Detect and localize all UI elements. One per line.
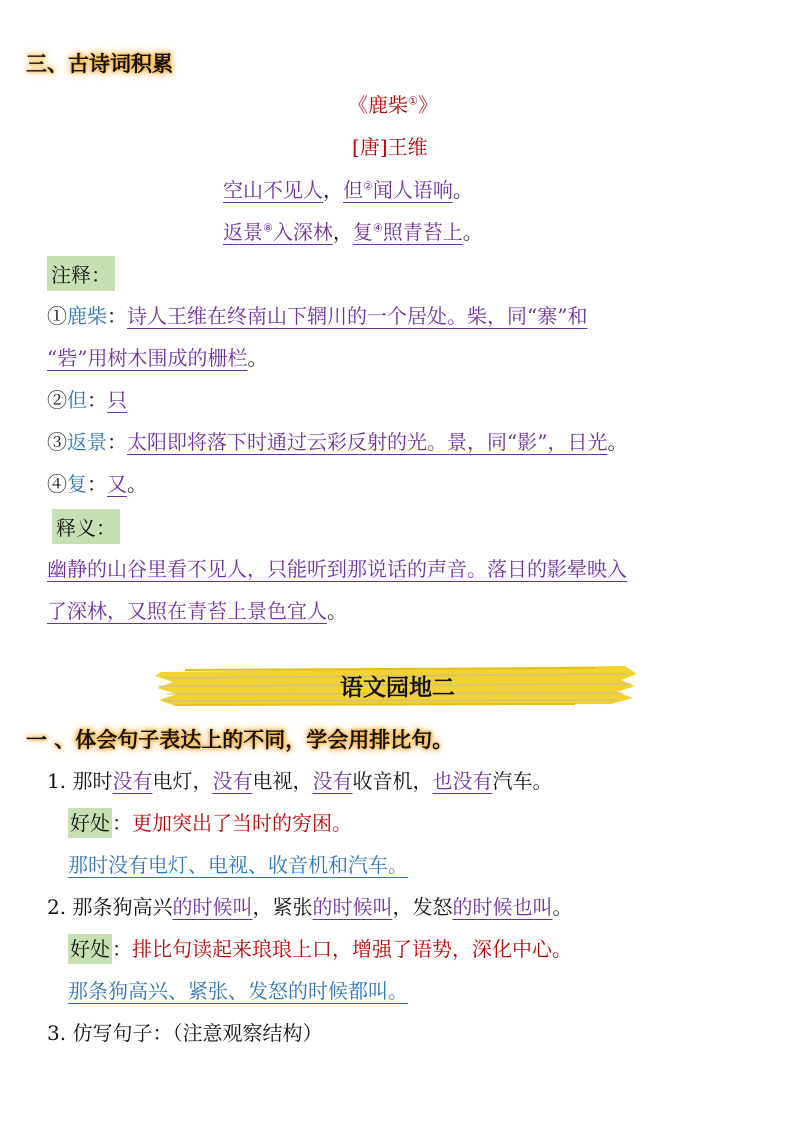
poem-line-2-note2: ④ bbox=[372, 221, 383, 235]
poem-line-1-a: 空山不见人 bbox=[223, 178, 323, 202]
poem-line-2-note1: ⑧ bbox=[263, 221, 273, 235]
poem-line-2-a bbox=[223, 220, 333, 244]
note-1-num: ① bbox=[47, 304, 67, 328]
section1-title: 一 、体会句子表达上的不同，学会用排比句。 bbox=[26, 728, 454, 752]
poem-line-2-c-text: 复 bbox=[352, 220, 373, 244]
item-1-part-0: 那时 bbox=[72, 769, 113, 793]
item-1-part-3: 没有 bbox=[212, 769, 253, 793]
poem-line-1-p2: 。 bbox=[452, 178, 473, 202]
item-1-part-5: 没有 bbox=[312, 769, 353, 793]
meaning-line-2-text: 了深林，又照在青苔上景色宜人 bbox=[47, 599, 327, 623]
item-2-part-3: 的时候叫 bbox=[312, 895, 393, 919]
note-1-colon: ： bbox=[107, 304, 127, 328]
item-2-benefit bbox=[68, 933, 572, 962]
item-1-part-6: 收音机， bbox=[352, 769, 433, 793]
note-1-text1: 诗人王维在终南山下辋川的一个居处。柴，同“寨”和 bbox=[127, 304, 588, 328]
item-3 bbox=[47, 1017, 322, 1046]
poem-line-2-a-text: 返景 bbox=[223, 220, 263, 244]
note-1-cont bbox=[47, 342, 267, 371]
meaning-label: 释义： bbox=[52, 509, 120, 544]
note-2-text: 只 bbox=[107, 388, 127, 412]
item-1-num: 1. bbox=[47, 769, 73, 793]
poem-line-2 bbox=[223, 216, 483, 245]
item-1-rewrite: 那时没有电灯、电视、收音机和汽车。 bbox=[68, 853, 408, 877]
poem-line-2-p2: 。 bbox=[462, 220, 483, 244]
item-1-part-7: 也没有 bbox=[432, 769, 493, 793]
item-2-sentence bbox=[47, 891, 572, 920]
item-3-num: 3. bbox=[47, 1021, 73, 1045]
banner bbox=[155, 660, 640, 710]
poem-author: [唐]王维 bbox=[352, 135, 428, 159]
note-2-num: ② bbox=[47, 388, 67, 412]
item-2-benefit-label: 好处 bbox=[68, 934, 112, 964]
item-1-benefit-text: 更加突出了当时的穷困。 bbox=[132, 811, 352, 835]
note-2 bbox=[47, 384, 127, 413]
poem-line-1-c: 闻人语响 bbox=[372, 178, 453, 202]
note-4-term: 复 bbox=[67, 472, 87, 496]
notes-label: 注释： bbox=[47, 256, 115, 291]
item-3-text: 仿写句子：（注意观察结构） bbox=[72, 1021, 323, 1045]
poem-line-2-d: 照青苔上 bbox=[382, 220, 463, 244]
note-4-num: ④ bbox=[47, 472, 67, 496]
poem-title-text: 《鹿柴 bbox=[348, 93, 408, 117]
item-2-num: 2. bbox=[47, 895, 73, 919]
note-2-term: 但 bbox=[67, 388, 87, 412]
item-1-part-2: 电灯， bbox=[152, 769, 213, 793]
item-1-sentence bbox=[47, 765, 552, 794]
poem-title-end: 》 bbox=[417, 93, 438, 117]
note-4-colon: ： bbox=[87, 472, 107, 496]
item-1-benefit-label: 好处 bbox=[68, 808, 112, 838]
item-1-benefit bbox=[68, 807, 352, 836]
banner-title: 语文园地二 bbox=[340, 675, 455, 701]
note-3-end: 。 bbox=[607, 430, 628, 454]
poem-title-note: ① bbox=[408, 94, 418, 108]
note-1-end: 。 bbox=[247, 346, 268, 370]
note-1-text2: “砦”用树木围成的栅栏 bbox=[47, 346, 248, 370]
item-1-part-4: 电视， bbox=[252, 769, 313, 793]
item-2-part-6: 。 bbox=[552, 895, 573, 919]
poem-line-2-c bbox=[353, 220, 463, 244]
poem-line-1-p1: ， bbox=[323, 178, 343, 202]
note-4-text: 又 bbox=[107, 472, 127, 496]
item-2-part-5: 的时候也叫 bbox=[452, 895, 553, 919]
meaning-line-2 bbox=[47, 595, 347, 624]
poem-line-2-b: 入深林 bbox=[272, 220, 333, 244]
item-2-part-0: 那条狗高兴 bbox=[72, 895, 173, 919]
item-1-benefit-colon: ： bbox=[112, 811, 132, 835]
poem-line-1-note: ② bbox=[363, 179, 373, 193]
poem-line-1 bbox=[223, 174, 473, 203]
poem-line-2-p1: ， bbox=[332, 220, 353, 244]
note-3-text: 太阳即将落下时通过云彩反射的光。景，同“影”，日光 bbox=[127, 430, 608, 454]
item-2-part-4: ，发怒 bbox=[392, 895, 453, 919]
note-3-term: 返景 bbox=[67, 430, 107, 454]
note-1 bbox=[47, 300, 587, 329]
note-3 bbox=[47, 426, 627, 455]
section3-title: 三、古诗词积累 bbox=[26, 52, 173, 76]
note-3-num: ③ bbox=[47, 430, 67, 454]
item-1-part-1: 没有 bbox=[112, 769, 153, 793]
poem-line-1-b-text: 但 bbox=[343, 178, 363, 202]
item-2-benefit-colon: ： bbox=[112, 937, 132, 961]
note-3-colon: ： bbox=[107, 430, 127, 454]
item-2-rewrite: 那条狗高兴、紧张、发怒的时候都叫。 bbox=[68, 979, 408, 1003]
note-4-end: 。 bbox=[127, 472, 147, 496]
note-1-term: 鹿柴 bbox=[67, 304, 107, 328]
meaning-line-2-end: 。 bbox=[327, 599, 347, 623]
item-2-part-2: ，紧张 bbox=[252, 895, 313, 919]
item-2-benefit-text: 排比句读起来琅琅上口，增强了语势，深化中心。 bbox=[132, 937, 572, 961]
note-2-colon: ： bbox=[87, 388, 107, 412]
poem-line-1-b bbox=[343, 178, 453, 202]
note-4 bbox=[47, 468, 147, 497]
meaning-line-1: 幽静的山谷里看不见人，只能听到那说话的声音。落日的影晕映入 bbox=[47, 557, 627, 581]
item-2-part-1: 的时候叫 bbox=[172, 895, 253, 919]
item-1-part-8: 汽车。 bbox=[492, 769, 553, 793]
poem-title bbox=[348, 89, 438, 118]
